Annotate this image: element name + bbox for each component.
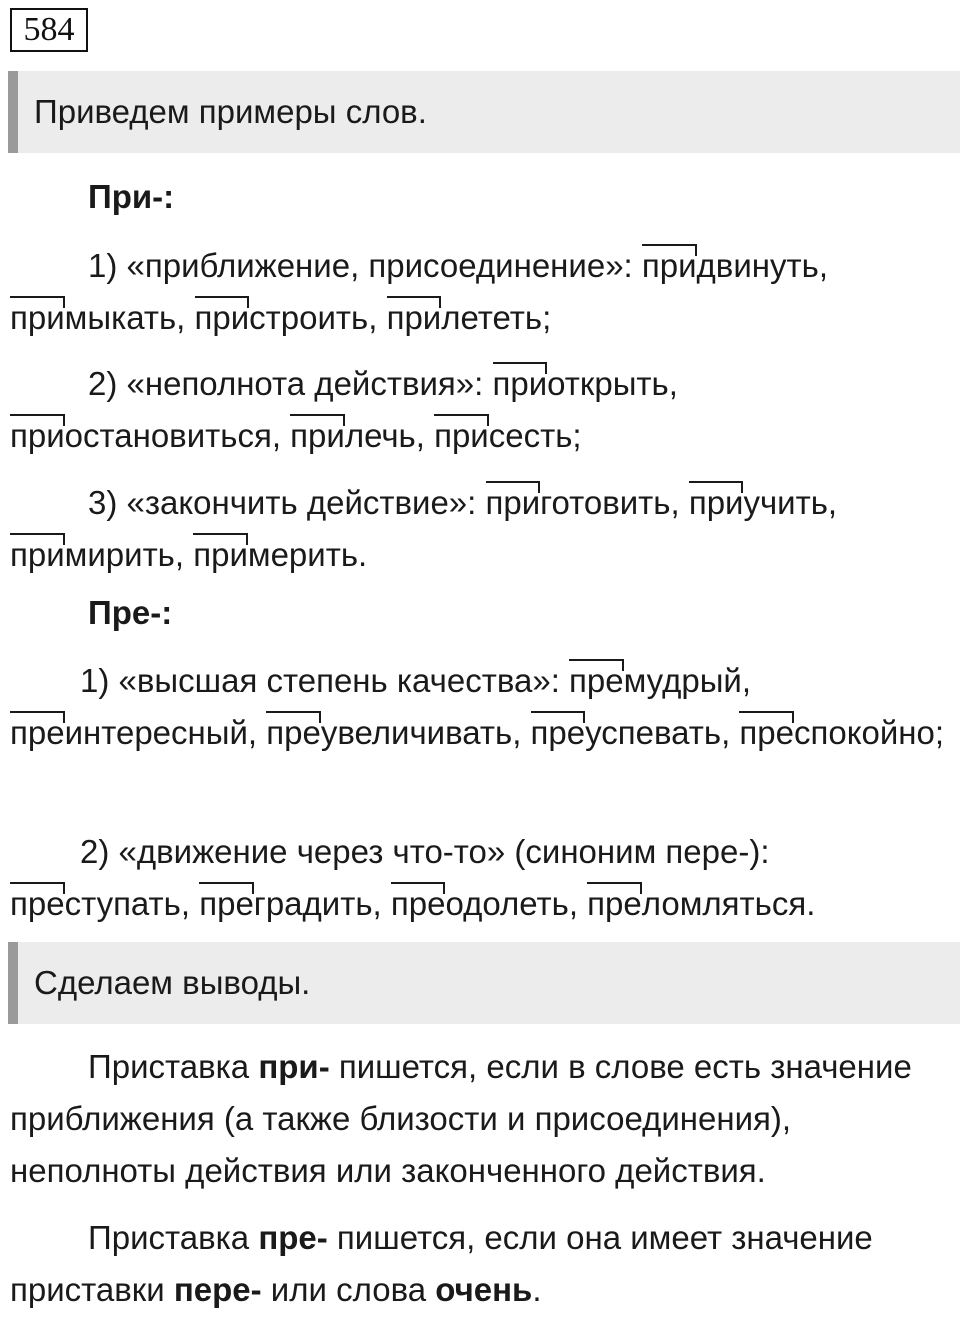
word-prefix: пре [739, 714, 794, 751]
word-prefix: при [641, 247, 697, 284]
word-prefix: пре [10, 714, 65, 751]
word-ochen-bold: очень [435, 1271, 533, 1308]
conclusion-text: или слова [261, 1271, 436, 1308]
heading-pre: Пре-: [88, 594, 173, 631]
word-rest: успевать [585, 714, 722, 751]
conclusion-text: Приставка [88, 1219, 259, 1256]
word-separator: , [368, 299, 378, 336]
word-prefix: пре [587, 885, 642, 922]
word-rest: учить [743, 484, 828, 521]
word-separator: , [670, 484, 680, 521]
word-separator: , [568, 885, 578, 922]
word-prefix: при [434, 417, 489, 454]
word-separator: ; [934, 714, 945, 751]
group-label: 2) «неполнота действия»: [88, 365, 484, 402]
word-prefix: при [193, 536, 248, 573]
word-separator: , [415, 417, 425, 454]
word-prefix: пре [569, 662, 624, 699]
group-label: 1) «высшая степень качества»: [80, 662, 560, 699]
word-separator: , [176, 299, 186, 336]
word-prefix: при [492, 365, 548, 402]
pre-group-1 [10, 655, 955, 759]
word-prefix: пре [390, 885, 446, 922]
word-rest: мирить [64, 536, 175, 573]
section-header-examples: Приведем примеры слов. [8, 71, 960, 153]
pre-group-2 [10, 826, 955, 930]
pri-group-3 [10, 477, 955, 581]
word-rest: открыть [547, 365, 669, 402]
word-prefix: при [194, 299, 250, 336]
word-rest: строить [249, 299, 369, 336]
conclusion-text: Приставка [88, 1048, 259, 1085]
word-separator: , [721, 714, 731, 751]
conclusion-text: . [532, 1271, 542, 1308]
word-separator: , [818, 247, 828, 284]
word-separator: , [174, 536, 185, 573]
group-label: 2) «движение через что-то» (синоним пере-): [80, 833, 770, 870]
word-separator: . [806, 885, 816, 922]
word-separator: , [247, 714, 258, 751]
pri-group-2 [10, 358, 955, 462]
word-prefix: пре [530, 714, 586, 751]
section-header-conclusions: Сделаем выводы. [8, 942, 960, 1024]
word-rest: одолеть [445, 885, 569, 922]
conclusion-pre [10, 1212, 955, 1316]
word-separator: , [180, 885, 191, 922]
prefix-pre-bold: пре- [258, 1219, 328, 1256]
word-prefix: при [10, 299, 65, 336]
word-prefix: при [386, 299, 442, 336]
word-separator: , [668, 365, 678, 402]
prefix-pri-bold: при- [258, 1048, 330, 1085]
word-rest: ступать [64, 885, 181, 922]
word-separator: , [512, 714, 522, 751]
word-rest: лететь [441, 299, 543, 336]
word-prefix: пре [199, 885, 254, 922]
pri-group-1 [10, 240, 955, 344]
word-separator: , [827, 484, 838, 521]
word-rest: увеличивать [320, 714, 513, 751]
word-prefix: пре [266, 714, 321, 751]
group-label: 1) «приближение, присоединение»: [88, 247, 633, 284]
word-separator: , [741, 662, 752, 699]
word-rest: лечь [344, 417, 416, 454]
conclusion-text: пишется, если в слове есть значение приближения (а также близости и присоединения), неполноты действия или законченного действия. [10, 1048, 912, 1189]
group-label: 3) «закончить действие»: [88, 484, 477, 521]
word-prefix: при [688, 484, 744, 521]
word-rest: спокойно [793, 714, 935, 751]
word-separator: ; [572, 417, 582, 454]
word-separator: , [271, 417, 281, 454]
word-prefix: при [10, 417, 65, 454]
word-separator: . [358, 536, 368, 573]
word-prefix: при [10, 536, 65, 573]
word-rest: сесть [488, 417, 573, 454]
task-number: 584 [10, 8, 88, 52]
word-prefix: пре [10, 885, 65, 922]
word-separator: ; [542, 299, 552, 336]
prefix-pere-bold: пере- [173, 1271, 262, 1308]
word-prefix: при [290, 417, 345, 454]
word-rest: ломляться [641, 885, 807, 922]
word-separator: , [372, 885, 382, 922]
word-rest: двинуть [696, 247, 819, 284]
conclusion-text: пишется, если она имеет значение приставки [10, 1219, 873, 1308]
conclusion-pri [10, 1041, 955, 1197]
word-rest: готовить [540, 484, 671, 521]
word-rest: мудрый [623, 662, 742, 699]
word-rest: градить [253, 885, 373, 922]
word-rest: мыкать [64, 299, 177, 336]
word-rest: интересный [64, 714, 248, 751]
word-prefix: при [485, 484, 541, 521]
heading-pri: При-: [88, 178, 175, 215]
word-rest: мерить [247, 536, 359, 573]
word-rest: остановиться [64, 417, 272, 454]
